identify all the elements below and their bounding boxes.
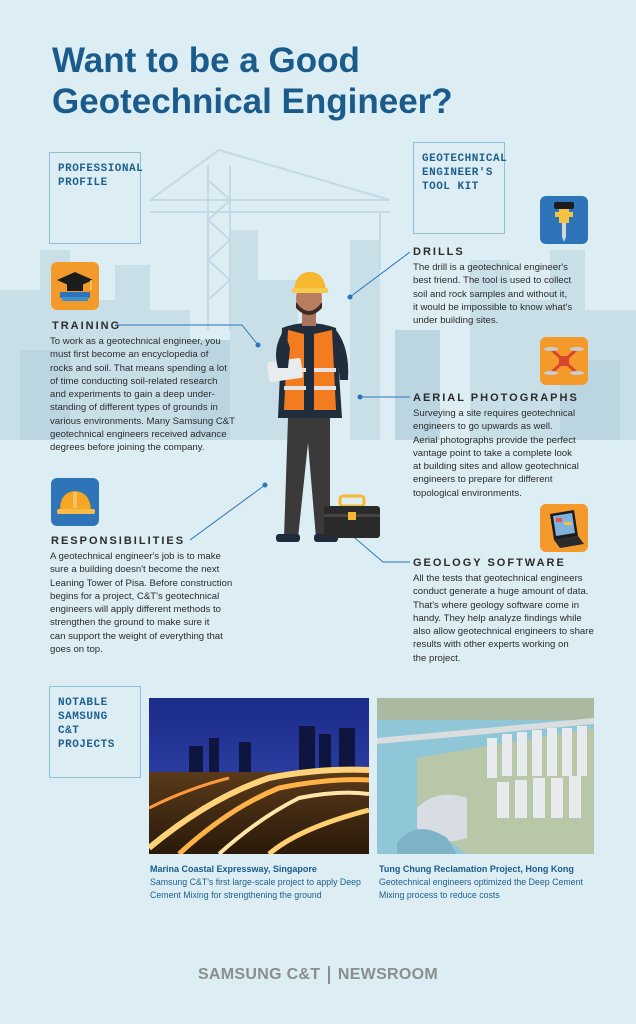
text-line: Surveying a site requires geotechnical [413,408,576,419]
text-line: at building sites and allow geotechnical [413,461,579,473]
label-line: SAMSUNG C&T [58,711,108,737]
notable-projects-label [49,686,141,778]
drone-icon [540,337,588,385]
text-line: also allow geotechnical engineers to share [413,626,594,638]
tung-chung-photo [377,698,594,854]
text-line: goes on top. [50,644,103,656]
text-line: Samsung C&T's first large-scale project to apply Deep [150,877,361,887]
text-line: soil and rock samples and without it, [413,288,568,300]
laptop-icon [540,504,588,552]
label-line: PROFESSIONAL [58,163,144,175]
toolbox-icon [322,494,384,542]
text-line: handy. They help analyze findings while [413,612,582,624]
aerial-heading: AERIAL PHOTOGRAPHS [413,392,579,404]
footer-brand [0,966,636,984]
text-line: Leaning Tower of Pisa. Before construction [50,577,233,589]
label-line: GEOTECHNICAL [422,153,508,165]
footer-divider [328,966,330,984]
text-line: strengthen the ground to make sure it [50,617,210,629]
text-line: geotechnical engineers received advance [50,429,227,441]
text-line: To work as a geotechnical engineer, you [50,336,221,347]
title-line-2: Geotechnical Engineer? [52,82,453,121]
text-line: conduct generate a huge amount of data. [413,586,589,598]
text-line: rocks and soil. That means spending a lot [50,362,227,374]
label-line: ENGINEER'S [422,167,494,179]
responsibilities-heading: RESPONSIBILITIES [51,535,186,547]
project-caption-2 [379,864,601,902]
text-line: various environments. Many Samsung C&T [50,415,236,427]
text-line: can support the weight of everything that [50,630,223,642]
label-line: NOTABLE [58,697,108,709]
drill-icon [540,196,588,244]
text-line: best friend. The tool is used to collect [413,275,572,287]
label-line: TOOL KIT [422,181,479,193]
training-heading: TRAINING [52,320,122,332]
text-line: it would be impossible to know what's [413,301,573,313]
label-line: PROFILE [58,177,108,189]
label-line: PROJECTS [58,739,115,751]
text-line: must first become an encyclopedia of [50,349,209,361]
text-line: engineers to go upwards as well. [413,421,553,433]
project-description [379,876,601,902]
text-line: topological environments. [413,487,522,499]
software-heading: GEOLOGY SOFTWARE [413,557,566,569]
project-caption-1 [150,864,372,902]
text-line: Aerial photographs provide the perfect [413,434,576,446]
aerial-text [413,407,613,500]
text-line: degrees before joining the company. [50,442,205,454]
text-line: standing of different types of grounds in [50,402,218,414]
text-line: Cement Mixing for strengthening the ground [150,890,322,900]
project-title: Tung Chung Reclamation Project, Hong Kong [379,864,574,874]
text-line: A geotechnical engineer's job is to make [50,551,221,562]
footer-section: NEWSROOM [337,966,439,984]
text-line: vantage point to take a complete look [413,447,572,459]
text-line: The drill is a geotechnical engineer's [413,262,568,273]
text-line: under building sites. [413,315,499,327]
text-line: and experiments to gain a deep under- [50,389,215,401]
text-line: sure a building doesn't become the next [50,564,220,576]
drills-text [413,261,613,327]
drills-heading: DRILLS [413,246,465,258]
marina-expressway-photo [149,698,369,854]
project-title: Marina Coastal Expressway, Singapore [150,864,317,874]
text-line: Mixing process to reduce costs [379,890,500,900]
project-description [150,876,372,902]
text-line: results with other experts working on [413,639,569,651]
text-line: begins for a project, C&T's geotechnical [50,590,220,602]
footer-brand-name: SAMSUNG C&T [197,966,321,984]
title-line-1: Want to be a Good [52,41,360,80]
text-line: That's where geology software come in [413,599,580,611]
text-line: engineers will apply different methods to [50,604,222,616]
text-line: All the tests that geotechnical engineers [413,573,583,584]
text-line: of time conducting soil-related research [50,375,218,387]
software-text [413,572,618,665]
text-line: engineers to prepare for different [413,474,553,486]
text-line: Geotechnical engineers optimized the Deep Cement [379,877,583,887]
text-line: the project. [413,652,461,664]
